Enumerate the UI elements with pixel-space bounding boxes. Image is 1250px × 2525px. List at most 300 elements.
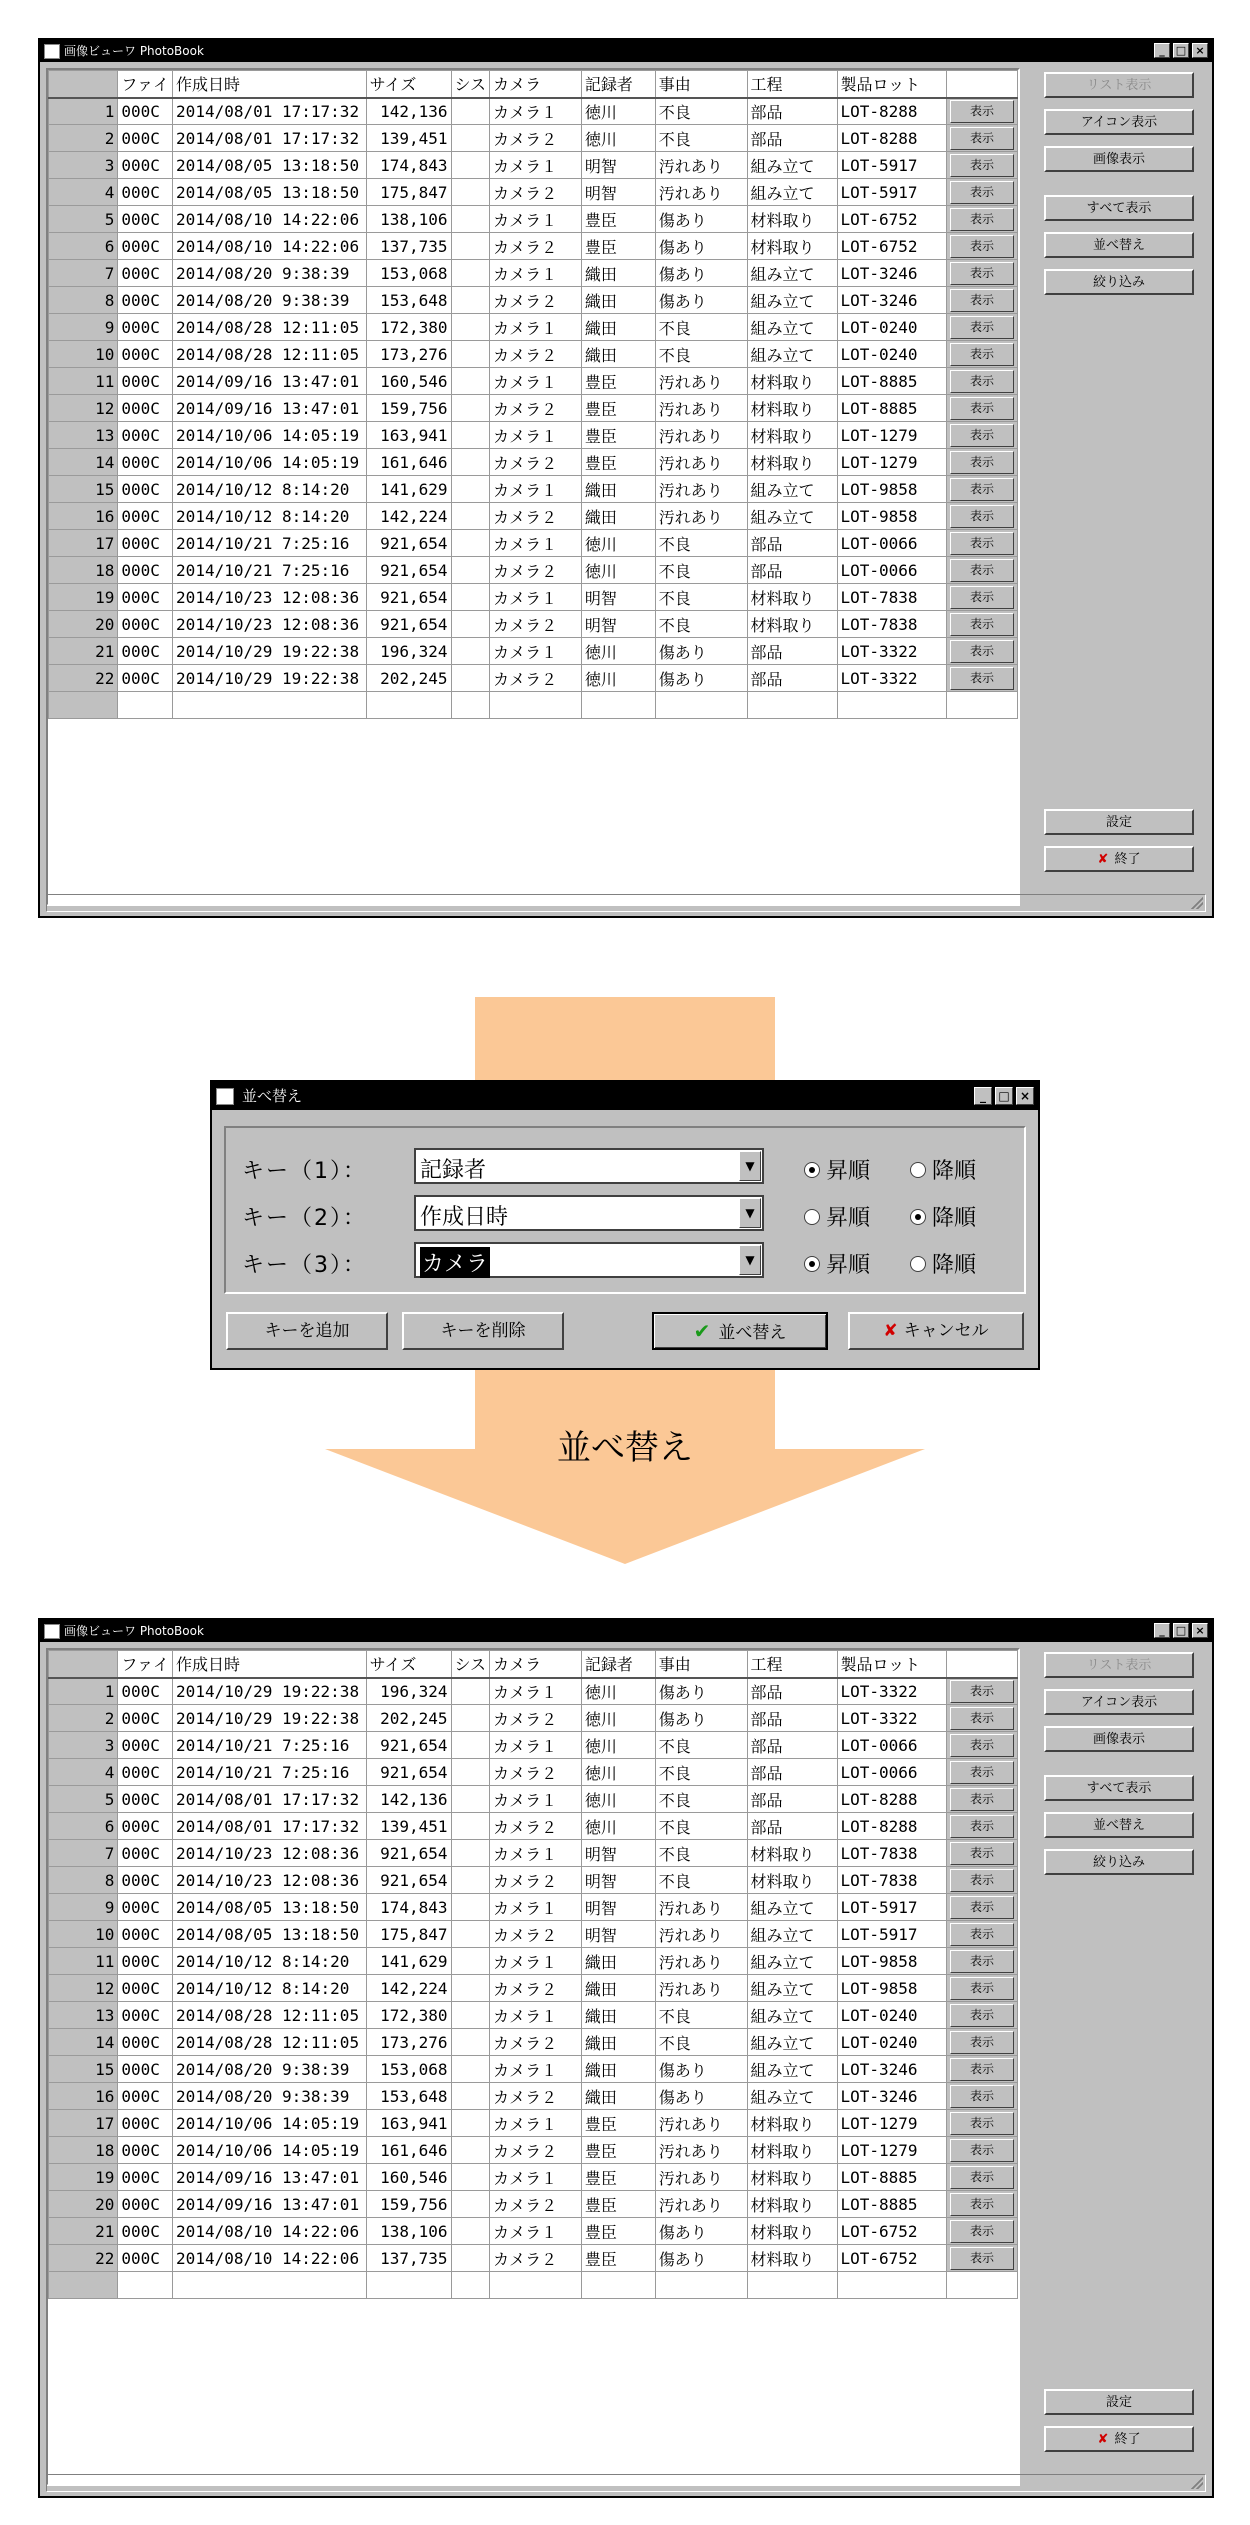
- cell-reason: 汚れあり: [655, 179, 747, 206]
- cell-created: 2014/08/28 12:11:05: [173, 2002, 367, 2029]
- column-header[interactable]: サイズ: [366, 1651, 451, 1678]
- table-row[interactable]: [49, 2245, 1018, 2272]
- show-row-button[interactable]: 表示: [950, 289, 1014, 312]
- cell-process: 材料取り: [747, 422, 837, 449]
- sort-button[interactable]: 並べ替え: [1044, 232, 1194, 258]
- table-row[interactable]: [49, 206, 1018, 233]
- cell-recorder: 徳川: [581, 1786, 655, 1813]
- close-icon[interactable]: ×: [1192, 43, 1208, 58]
- cell-lot: LOT-7838: [837, 1840, 947, 1867]
- cell-row-number: 13: [49, 2002, 118, 2029]
- show-row-button[interactable]: 表示: [950, 1842, 1014, 1865]
- resize-grip-icon[interactable]: [1191, 897, 1203, 909]
- cell-action: [947, 1786, 1018, 1813]
- cell-process: 組み立て: [747, 260, 837, 287]
- cell-file: 000C: [118, 1813, 173, 1840]
- cancel-button[interactable]: [848, 1312, 1024, 1350]
- sort-key-row-1: [242, 1148, 1012, 1188]
- table-row[interactable]: [49, 1948, 1018, 1975]
- show-row-button[interactable]: 表示: [950, 1923, 1014, 1946]
- cell-size: 137,735: [366, 233, 451, 260]
- cell-camera: カメラ２: [490, 179, 582, 206]
- window-title: 画像ビューワ PhotoBook: [64, 1624, 204, 1638]
- cancel-label: キャンセル: [903, 1321, 989, 1341]
- show-row-button[interactable]: 表示: [950, 262, 1014, 285]
- show-row-button[interactable]: 表示: [950, 1680, 1014, 1703]
- show-row-button[interactable]: 表示: [950, 424, 1014, 447]
- show-all-button[interactable]: すべて表示: [1044, 1775, 1194, 1801]
- table-row[interactable]: [49, 260, 1018, 287]
- table-row[interactable]: [49, 1705, 1018, 1732]
- cell-row-number: 8: [49, 1867, 118, 1894]
- table-row[interactable]: [49, 476, 1018, 503]
- exit-button[interactable]: [1044, 846, 1194, 872]
- cell-lot: LOT-1279: [837, 422, 947, 449]
- column-header[interactable]: 工程: [747, 71, 837, 98]
- column-header[interactable]: 事由: [655, 1651, 747, 1678]
- cell-file: 000C: [118, 206, 173, 233]
- column-header[interactable]: [49, 1651, 118, 1678]
- cell-size: 196,324: [366, 638, 451, 665]
- photobook-window-after: [38, 1618, 1214, 2498]
- cell-action: [947, 2029, 1018, 2056]
- table-row[interactable]: [49, 1759, 1018, 1786]
- close-icon[interactable]: ×: [1192, 1623, 1208, 1638]
- show-row-button[interactable]: 表示: [950, 2220, 1014, 2243]
- sort-key-3-asc-radio[interactable]: [804, 1248, 870, 1279]
- cell-reason: 傷あり: [655, 2056, 747, 2083]
- cell-sys: [451, 1786, 490, 1813]
- cell-process: 部品: [747, 125, 837, 152]
- filter-button[interactable]: 絞り込み: [1044, 269, 1194, 295]
- cell-row-number: 14: [49, 449, 118, 476]
- chevron-down-icon[interactable]: ▼: [739, 1151, 761, 1181]
- cell-camera: カメラ１: [490, 584, 582, 611]
- cell-camera: カメラ２: [490, 1975, 582, 2002]
- table-row[interactable]: [49, 449, 1018, 476]
- cell-camera: カメラ２: [490, 1813, 582, 1840]
- cell-created: 2014/10/21 7:25:16: [173, 1732, 367, 1759]
- cell-created: 2014/10/29 19:22:38: [173, 638, 367, 665]
- sort-key-2-select[interactable]: [414, 1195, 764, 1231]
- asc-label: 昇順: [826, 1159, 871, 1184]
- table-row[interactable]: [49, 530, 1018, 557]
- sort-key-2-desc-radio[interactable]: [910, 1201, 976, 1232]
- sort-key-3-desc-radio[interactable]: [910, 1248, 976, 1279]
- cell-row-number: 7: [49, 1840, 118, 1867]
- table-row[interactable]: [49, 665, 1018, 692]
- cell-file: 000C: [118, 125, 173, 152]
- sort-key-1-desc-radio[interactable]: [910, 1154, 976, 1185]
- table-row[interactable]: [49, 2110, 1018, 2137]
- filter-button[interactable]: 絞り込み: [1044, 1849, 1194, 1875]
- show-row-button[interactable]: 表示: [950, 1977, 1014, 2000]
- table-row[interactable]: [49, 179, 1018, 206]
- cell-camera: カメラ１: [490, 260, 582, 287]
- cell-file: 000C: [118, 1732, 173, 1759]
- cell-action: [947, 152, 1018, 179]
- show-row-button[interactable]: 表示: [950, 154, 1014, 177]
- list-view-button[interactable]: リスト表示: [1044, 72, 1194, 98]
- show-row-button[interactable]: 表示: [950, 397, 1014, 420]
- column-header[interactable]: サイズ: [366, 71, 451, 98]
- show-all-button[interactable]: すべて表示: [1044, 195, 1194, 221]
- cell-camera: カメラ２: [490, 125, 582, 152]
- column-header[interactable]: 製品ロット: [837, 71, 947, 98]
- show-row-button[interactable]: 表示: [950, 1707, 1014, 1730]
- cell-size: 173,276: [366, 2029, 451, 2056]
- table-body: [49, 98, 1018, 719]
- sort-key-value: 記録者: [420, 1158, 487, 1183]
- cell-recorder: 織田: [581, 1948, 655, 1975]
- column-header[interactable]: シス: [451, 1651, 490, 1678]
- cell-recorder: 徳川: [581, 665, 655, 692]
- cell-recorder: 明智: [581, 1921, 655, 1948]
- table-row[interactable]: [49, 1867, 1018, 1894]
- show-row-button[interactable]: 表示: [950, 640, 1014, 663]
- add-key-button[interactable]: キーを追加: [226, 1312, 388, 1350]
- show-row-button[interactable]: 表示: [950, 1896, 1014, 1919]
- cell-recorder: 明智: [581, 179, 655, 206]
- empty-cell: [173, 692, 367, 719]
- cell-recorder: 織田: [581, 287, 655, 314]
- table-row[interactable]: [49, 1840, 1018, 1867]
- cell-reason: 不良: [655, 611, 747, 638]
- cell-size: 921,654: [366, 611, 451, 638]
- cell-row-number: 22: [49, 2245, 118, 2272]
- show-row-button[interactable]: 表示: [950, 1950, 1014, 1973]
- cell-created: 2014/09/16 13:47:01: [173, 2164, 367, 2191]
- cell-lot: LOT-6752: [837, 233, 947, 260]
- cell-sys: [451, 368, 490, 395]
- icon-view-button[interactable]: アイコン表示: [1044, 109, 1194, 135]
- column-header[interactable]: 記録者: [581, 1651, 655, 1678]
- cell-size: 163,941: [366, 2110, 451, 2137]
- show-row-button[interactable]: 表示: [950, 181, 1014, 204]
- table-row[interactable]: [49, 98, 1018, 125]
- show-row-button[interactable]: 表示: [950, 370, 1014, 393]
- cell-reason: 汚れあり: [655, 503, 747, 530]
- cell-size: 172,380: [366, 2002, 451, 2029]
- cell-file: 000C: [118, 1867, 173, 1894]
- cell-reason: 不良: [655, 530, 747, 557]
- cell-file: 000C: [118, 449, 173, 476]
- table-row[interactable]: [49, 368, 1018, 395]
- cell-sys: [451, 395, 490, 422]
- cell-file: 000C: [118, 341, 173, 368]
- table-row[interactable]: [49, 2137, 1018, 2164]
- cell-size: 160,546: [366, 2164, 451, 2191]
- empty-cell: [49, 2272, 118, 2299]
- cell-action: [947, 2056, 1018, 2083]
- cell-sys: [451, 1867, 490, 1894]
- column-header[interactable]: [49, 71, 118, 98]
- cell-lot: LOT-5917: [837, 1921, 947, 1948]
- cell-row-number: 6: [49, 1813, 118, 1840]
- cell-sys: [451, 449, 490, 476]
- table-row[interactable]: [49, 638, 1018, 665]
- show-row-button[interactable]: 表示: [950, 2247, 1014, 2270]
- cell-file: 000C: [118, 1678, 173, 1705]
- table-row[interactable]: [49, 1813, 1018, 1840]
- show-row-button[interactable]: 表示: [950, 2193, 1014, 2216]
- table-row[interactable]: [49, 611, 1018, 638]
- cell-recorder: 豊臣: [581, 2245, 655, 2272]
- cell-row-number: 9: [49, 1894, 118, 1921]
- sort-key-3-select[interactable]: [414, 1242, 764, 1278]
- table-row[interactable]: [49, 584, 1018, 611]
- delete-key-button[interactable]: キーを削除: [402, 1312, 564, 1350]
- table-row[interactable]: [49, 125, 1018, 152]
- column-header[interactable]: 記録者: [581, 71, 655, 98]
- column-header[interactable]: シス: [451, 71, 490, 98]
- cell-lot: LOT-9858: [837, 476, 947, 503]
- cell-row-number: 5: [49, 1786, 118, 1813]
- show-row-button[interactable]: 表示: [950, 235, 1014, 258]
- cell-file: 000C: [118, 1921, 173, 1948]
- table-row[interactable]: [49, 233, 1018, 260]
- table-row[interactable]: [49, 2083, 1018, 2110]
- cell-created: 2014/10/21 7:25:16: [173, 530, 367, 557]
- cell-camera: カメラ１: [490, 1732, 582, 1759]
- table-row[interactable]: [49, 314, 1018, 341]
- show-row-button[interactable]: 表示: [950, 532, 1014, 555]
- cell-lot: LOT-8885: [837, 2191, 947, 2218]
- icon-view-button[interactable]: アイコン表示: [1044, 1689, 1194, 1715]
- table-row[interactable]: [49, 1678, 1018, 1705]
- show-row-button[interactable]: 表示: [950, 586, 1014, 609]
- minimize-icon[interactable]: _: [974, 1087, 992, 1105]
- cell-camera: カメラ１: [490, 638, 582, 665]
- cell-action: [947, 584, 1018, 611]
- table-row[interactable]: [49, 2191, 1018, 2218]
- cell-created: 2014/10/06 14:05:19: [173, 2137, 367, 2164]
- column-header[interactable]: カメラ: [490, 71, 582, 98]
- cell-file: 000C: [118, 665, 173, 692]
- table-row[interactable]: [49, 2164, 1018, 2191]
- cell-action: [947, 1840, 1018, 1867]
- column-header[interactable]: [947, 1651, 1018, 1678]
- cell-lot: LOT-3322: [837, 1705, 947, 1732]
- show-row-button[interactable]: 表示: [950, 613, 1014, 636]
- table-row[interactable]: [49, 1894, 1018, 1921]
- table-row[interactable]: [49, 2002, 1018, 2029]
- cell-file: 000C: [118, 1840, 173, 1867]
- table-row[interactable]: [49, 287, 1018, 314]
- cell-row-number: 1: [49, 98, 118, 125]
- table-row[interactable]: [49, 557, 1018, 584]
- cell-sys: [451, 503, 490, 530]
- list-view-button[interactable]: リスト表示: [1044, 1652, 1194, 1678]
- close-icon[interactable]: ×: [1016, 1087, 1034, 1105]
- show-row-button[interactable]: 表示: [950, 1869, 1014, 1892]
- sort-key-2-asc-radio[interactable]: [804, 1201, 870, 1232]
- show-row-button[interactable]: 表示: [950, 2004, 1014, 2027]
- column-header[interactable]: 事由: [655, 71, 747, 98]
- cell-action: [947, 1813, 1018, 1840]
- show-row-button[interactable]: 表示: [950, 478, 1014, 501]
- cell-camera: カメラ２: [490, 1759, 582, 1786]
- cell-action: [947, 1921, 1018, 1948]
- cell-process: 材料取り: [747, 2164, 837, 2191]
- cell-created: 2014/10/23 12:08:36: [173, 1840, 367, 1867]
- show-row-button[interactable]: 表示: [950, 316, 1014, 339]
- cell-process: 組み立て: [747, 2029, 837, 2056]
- settings-button[interactable]: 設定: [1044, 2389, 1194, 2415]
- show-row-button[interactable]: 表示: [950, 1788, 1014, 1811]
- cell-file: 000C: [118, 557, 173, 584]
- cell-sys: [451, 530, 490, 557]
- cell-reason: 不良: [655, 341, 747, 368]
- cell-camera: カメラ１: [490, 422, 582, 449]
- cell-created: 2014/08/05 13:18:50: [173, 152, 367, 179]
- table-row[interactable]: [49, 1975, 1018, 2002]
- cell-lot: LOT-3322: [837, 638, 947, 665]
- cell-reason: 汚れあり: [655, 1975, 747, 2002]
- cell-action: [947, 2002, 1018, 2029]
- cell-action: [947, 206, 1018, 233]
- cell-camera: カメラ２: [490, 2137, 582, 2164]
- show-row-button[interactable]: 表示: [950, 1761, 1014, 1784]
- column-header[interactable]: 製品ロット: [837, 1651, 947, 1678]
- show-row-button[interactable]: 表示: [950, 343, 1014, 366]
- cell-lot: LOT-0240: [837, 341, 947, 368]
- cell-reason: 不良: [655, 1786, 747, 1813]
- show-row-button[interactable]: 表示: [950, 451, 1014, 474]
- empty-cell: [655, 2272, 747, 2299]
- cell-reason: 傷あり: [655, 260, 747, 287]
- cell-recorder: 豊臣: [581, 2218, 655, 2245]
- cell-process: 部品: [747, 638, 837, 665]
- cell-reason: 不良: [655, 125, 747, 152]
- cell-row-number: 19: [49, 584, 118, 611]
- cell-action: [947, 1894, 1018, 1921]
- table-row[interactable]: [49, 2218, 1018, 2245]
- chevron-down-icon[interactable]: ▼: [739, 1245, 761, 1275]
- file-grid[interactable]: [46, 68, 1020, 906]
- table-row[interactable]: [49, 422, 1018, 449]
- app-icon: [44, 44, 60, 59]
- cell-lot: LOT-3246: [837, 2083, 947, 2110]
- sort-key-label: キー（2）：: [242, 1206, 367, 1231]
- cell-reason: 不良: [655, 98, 747, 125]
- cell-lot: LOT-8288: [837, 1813, 947, 1840]
- show-row-button[interactable]: 表示: [950, 1734, 1014, 1757]
- cell-created: 2014/10/23 12:08:36: [173, 1867, 367, 1894]
- sort-key-1-select[interactable]: [414, 1148, 764, 1184]
- file-grid[interactable]: [46, 1648, 1020, 2486]
- table-row[interactable]: [49, 1732, 1018, 1759]
- column-header[interactable]: [947, 71, 1018, 98]
- cell-created: 2014/08/01 17:17:32: [173, 1786, 367, 1813]
- cell-recorder: 織田: [581, 2056, 655, 2083]
- column-header[interactable]: ファイ: [118, 71, 173, 98]
- table-row[interactable]: [49, 2056, 1018, 2083]
- show-row-button[interactable]: 表示: [950, 2139, 1014, 2162]
- cell-reason: 不良: [655, 1840, 747, 1867]
- cell-lot: LOT-9858: [837, 1948, 947, 1975]
- column-header[interactable]: カメラ: [490, 1651, 582, 1678]
- table-row[interactable]: [49, 395, 1018, 422]
- cell-action: [947, 1975, 1018, 2002]
- cell-lot: LOT-3246: [837, 260, 947, 287]
- cell-lot: LOT-0066: [837, 530, 947, 557]
- sort-button[interactable]: 並べ替え: [1044, 1812, 1194, 1838]
- sort-key-value: カメラ: [420, 1247, 490, 1278]
- cell-sys: [451, 1732, 490, 1759]
- table-row[interactable]: [49, 1921, 1018, 1948]
- image-view-button[interactable]: 画像表示: [1044, 1726, 1194, 1752]
- chevron-down-icon[interactable]: ▼: [739, 1198, 761, 1228]
- resize-grip-icon[interactable]: [1191, 2477, 1203, 2489]
- minimize-icon[interactable]: _: [1154, 43, 1170, 58]
- settings-button[interactable]: 設定: [1044, 809, 1194, 835]
- table-row[interactable]: [49, 2029, 1018, 2056]
- cell-process: 部品: [747, 1732, 837, 1759]
- column-header[interactable]: 作成日時: [173, 1651, 367, 1678]
- cell-action: [947, 638, 1018, 665]
- show-row-button[interactable]: 表示: [950, 2166, 1014, 2189]
- cell-size: 142,224: [366, 1975, 451, 2002]
- column-header[interactable]: 工程: [747, 1651, 837, 1678]
- sort-key-1-asc-radio[interactable]: [804, 1154, 870, 1185]
- sort-ok-button[interactable]: [652, 1312, 828, 1350]
- show-row-button[interactable]: 表示: [950, 2031, 1014, 2054]
- table-row[interactable]: [49, 503, 1018, 530]
- show-row-button[interactable]: 表示: [950, 2112, 1014, 2135]
- show-row-button[interactable]: 表示: [950, 2085, 1014, 2108]
- cell-process: 部品: [747, 1813, 837, 1840]
- cell-file: 000C: [118, 1948, 173, 1975]
- show-row-button[interactable]: 表示: [950, 559, 1014, 582]
- show-row-button[interactable]: 表示: [950, 208, 1014, 231]
- show-row-button[interactable]: 表示: [950, 127, 1014, 150]
- maximize-icon[interactable]: □: [1173, 43, 1189, 58]
- exit-button[interactable]: [1044, 2426, 1194, 2452]
- cell-created: 2014/08/20 9:38:39: [173, 287, 367, 314]
- asc-label: 昇順: [826, 1253, 871, 1278]
- cell-recorder: 豊臣: [581, 206, 655, 233]
- cell-sys: [451, 2056, 490, 2083]
- show-row-button[interactable]: 表示: [950, 667, 1014, 690]
- cell-recorder: 豊臣: [581, 2164, 655, 2191]
- cell-reason: 汚れあり: [655, 476, 747, 503]
- cell-action: [947, 530, 1018, 557]
- table-row[interactable]: [49, 152, 1018, 179]
- column-header[interactable]: ファイ: [118, 1651, 173, 1678]
- cell-recorder: 明智: [581, 584, 655, 611]
- show-row-button[interactable]: 表示: [950, 505, 1014, 528]
- cell-process: 組み立て: [747, 476, 837, 503]
- cell-reason: 汚れあり: [655, 2137, 747, 2164]
- maximize-icon[interactable]: □: [1173, 1623, 1189, 1638]
- column-header[interactable]: 作成日時: [173, 71, 367, 98]
- show-row-button[interactable]: 表示: [950, 100, 1014, 123]
- cell-file: 000C: [118, 179, 173, 206]
- minimize-icon[interactable]: _: [1154, 1623, 1170, 1638]
- show-row-button[interactable]: 表示: [950, 1815, 1014, 1838]
- cell-sys: [451, 2164, 490, 2191]
- cell-recorder: 徳川: [581, 530, 655, 557]
- show-row-button[interactable]: 表示: [950, 2058, 1014, 2081]
- image-view-button[interactable]: 画像表示: [1044, 146, 1194, 172]
- cell-size: 141,629: [366, 1948, 451, 1975]
- maximize-icon[interactable]: □: [995, 1087, 1013, 1105]
- table-row[interactable]: [49, 1786, 1018, 1813]
- table-row[interactable]: [49, 341, 1018, 368]
- cell-sys: [451, 2083, 490, 2110]
- cell-lot: LOT-1279: [837, 2137, 947, 2164]
